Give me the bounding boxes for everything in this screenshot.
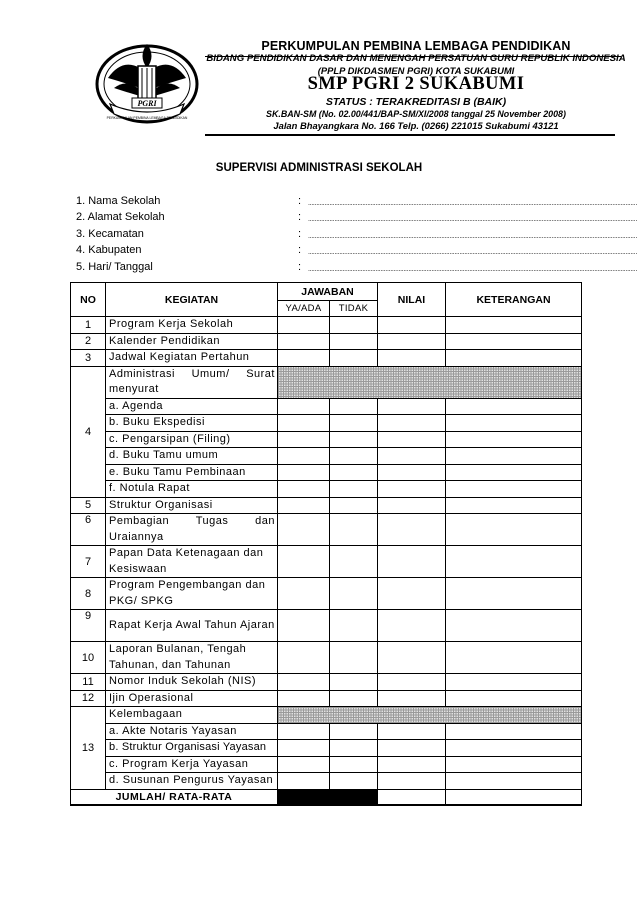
remarks-cell[interactable] bbox=[446, 333, 582, 350]
answer-no-cell[interactable] bbox=[330, 448, 378, 465]
answer-no-cell[interactable] bbox=[330, 546, 378, 578]
answer-yes-cell[interactable] bbox=[278, 398, 330, 415]
answer-no-cell[interactable] bbox=[330, 514, 378, 546]
field-colon: : bbox=[298, 244, 302, 256]
answer-no-cell[interactable] bbox=[330, 690, 378, 707]
header-kegiatan: KEGIATAN bbox=[106, 283, 278, 317]
score-cell[interactable] bbox=[378, 415, 446, 432]
answer-no-cell[interactable] bbox=[330, 756, 378, 773]
answer-no-cell[interactable] bbox=[330, 740, 378, 757]
table-row bbox=[71, 707, 582, 724]
sub-activity-label: e. Buku Tamu Pembinaan bbox=[106, 464, 278, 481]
field-colon: : bbox=[298, 211, 302, 223]
school-address: Jalan Bhayangkara No. 166 Telp. (0266) 221015 Sukabumi 43121 bbox=[273, 120, 559, 131]
remarks-cell[interactable] bbox=[446, 497, 582, 514]
field-colon: : bbox=[298, 228, 302, 240]
answer-no-cell[interactable] bbox=[330, 497, 378, 514]
field-label-nama-sekolah: 1. Nama Sekolah bbox=[76, 195, 161, 207]
field-fill-nama-sekolah[interactable]: ........................................................................................................................................................................................................ bbox=[308, 200, 637, 207]
score-cell[interactable] bbox=[378, 431, 446, 448]
remarks-cell[interactable] bbox=[446, 674, 582, 691]
answer-yes-cell[interactable] bbox=[278, 773, 330, 790]
table-row bbox=[71, 690, 582, 707]
score-cell[interactable] bbox=[378, 740, 446, 757]
answer-yes-cell[interactable] bbox=[278, 756, 330, 773]
answer-yes-cell[interactable] bbox=[278, 514, 330, 546]
score-cell[interactable] bbox=[378, 642, 446, 674]
sub-activity-label: b. Struktur Organisasi Yayasan bbox=[106, 740, 278, 757]
answer-no-cell[interactable] bbox=[330, 350, 378, 367]
row-number: 10 bbox=[71, 642, 106, 674]
score-cell[interactable] bbox=[378, 578, 446, 610]
activity-label: Program Pengembangan dan PKG/ SPKG bbox=[106, 578, 278, 610]
sub-activity-label: d. Susunan Pengurus Yayasan bbox=[106, 773, 278, 790]
activity-label: Kelembagaan bbox=[106, 707, 278, 724]
header-jawaban: JAWABAN bbox=[278, 283, 378, 301]
activity-label: Papan Data Ketenagaan dan Kesiswaan bbox=[106, 546, 278, 578]
page-title: SUPERVISI ADMINISTRASI SEKOLAH bbox=[215, 162, 423, 174]
row-number: 4 bbox=[71, 366, 106, 497]
remarks-cell[interactable] bbox=[446, 317, 582, 334]
answer-yes-cell[interactable] bbox=[278, 333, 330, 350]
table-row bbox=[71, 578, 582, 610]
table-row bbox=[71, 773, 582, 790]
remarks-cell[interactable] bbox=[446, 690, 582, 707]
remarks-cell[interactable] bbox=[446, 723, 582, 740]
answer-yes-cell[interactable] bbox=[278, 497, 330, 514]
answer-yes-cell[interactable] bbox=[278, 690, 330, 707]
answer-no-cell[interactable] bbox=[330, 481, 378, 498]
answer-no-cell[interactable] bbox=[330, 674, 378, 691]
header-tidak: TIDAK bbox=[330, 301, 378, 317]
row-number: 1 bbox=[71, 317, 106, 334]
answer-no-cell[interactable] bbox=[330, 317, 378, 334]
field-label-alamat-sekolah: 2. Alamat Sekolah bbox=[76, 211, 165, 223]
remarks-cell[interactable] bbox=[446, 610, 582, 642]
score-cell[interactable] bbox=[378, 333, 446, 350]
total-label: JUMLAH/ RATA-RATA bbox=[71, 789, 278, 805]
activity-label: Jadwal Kegiatan Pertahun bbox=[106, 350, 278, 367]
answer-yes-cell[interactable] bbox=[278, 481, 330, 498]
answer-yes-cell[interactable] bbox=[278, 431, 330, 448]
remarks-cell[interactable] bbox=[446, 578, 582, 610]
accreditation-decree: SK.BAN-SM (No. 02.00/441/BAP-SM/XI/2008 tanggal 25 November 2008) bbox=[266, 109, 566, 119]
score-cell[interactable] bbox=[378, 773, 446, 790]
row-number: 2 bbox=[71, 333, 106, 350]
activity-label: Ijin Operasional bbox=[106, 690, 278, 707]
table-row bbox=[71, 756, 582, 773]
row-number: 3 bbox=[71, 350, 106, 367]
answer-no-cell[interactable] bbox=[330, 431, 378, 448]
table-row bbox=[71, 497, 582, 514]
field-label-hari-tanggal: 5. Hari/ Tanggal bbox=[76, 261, 153, 273]
table-row bbox=[71, 740, 582, 757]
row-number: 5 bbox=[71, 497, 106, 514]
row-number: 13 bbox=[71, 707, 106, 790]
pgri-logo bbox=[92, 38, 202, 126]
answer-yes-cell[interactable] bbox=[278, 317, 330, 334]
answer-no-cell[interactable] bbox=[330, 642, 378, 674]
table-row bbox=[71, 481, 582, 498]
score-cell[interactable] bbox=[378, 674, 446, 691]
header-no: NO bbox=[71, 283, 106, 317]
supervision-table bbox=[70, 282, 582, 806]
score-cell[interactable] bbox=[378, 317, 446, 334]
table-row bbox=[71, 333, 582, 350]
row-number: 6 bbox=[71, 514, 106, 546]
remarks-cell[interactable] bbox=[446, 514, 582, 546]
answer-yes-cell[interactable] bbox=[278, 350, 330, 367]
score-cell[interactable] bbox=[378, 610, 446, 642]
field-fill-alamat-sekolah[interactable]: ........................................................................................................................................................................................................ bbox=[308, 216, 637, 223]
unit-name: (PPLP DIKDASMEN PGRI) KOTA SUKABUMI bbox=[317, 65, 515, 76]
field-label-kecamatan: 3. Kecamatan bbox=[76, 228, 144, 240]
table-row bbox=[71, 464, 582, 481]
remarks-cell[interactable] bbox=[446, 481, 582, 498]
score-cell[interactable] bbox=[378, 514, 446, 546]
shaded-cell bbox=[278, 707, 582, 724]
table-row bbox=[71, 415, 582, 432]
division-name: BIDANG PENDIDIKAN DASAR DAN MENENGAH PERSATUAN GURU REPUBLIK INDONESIA bbox=[206, 53, 626, 64]
remarks-cell[interactable] bbox=[446, 642, 582, 674]
sub-activity-label: c. Pengarsipan (Filing) bbox=[106, 431, 278, 448]
field-label-kabupaten: 4. Kabupaten bbox=[76, 244, 142, 256]
answer-no-cell[interactable] bbox=[330, 723, 378, 740]
answer-yes-cell[interactable] bbox=[278, 464, 330, 481]
svg-text:PERKUMPULAN PEMBINA LEMBAGA PE: PERKUMPULAN PEMBINA LEMBAGA PENDIDIKAN bbox=[106, 116, 188, 120]
score-cell[interactable] bbox=[378, 756, 446, 773]
table-row bbox=[71, 317, 582, 334]
answer-yes-cell[interactable] bbox=[278, 415, 330, 432]
remarks-cell[interactable] bbox=[446, 431, 582, 448]
answer-no-cell[interactable] bbox=[330, 578, 378, 610]
score-cell[interactable] bbox=[378, 464, 446, 481]
row-number: 11 bbox=[71, 674, 106, 691]
remarks-cell[interactable] bbox=[446, 546, 582, 578]
table-row bbox=[71, 642, 582, 674]
sub-activity-label: c. Program Kerja Yayasan bbox=[106, 756, 278, 773]
table-row bbox=[71, 546, 582, 578]
total-remarks-cell[interactable] bbox=[446, 789, 582, 805]
score-cell[interactable] bbox=[378, 481, 446, 498]
answer-yes-cell[interactable] bbox=[278, 546, 330, 578]
answer-no-cell[interactable] bbox=[330, 398, 378, 415]
activity-label: Struktur Organisasi bbox=[106, 497, 278, 514]
school-name: SMP PGRI 2 SUKABUMI bbox=[307, 74, 525, 94]
remarks-cell[interactable] bbox=[446, 756, 582, 773]
answer-yes-cell[interactable] bbox=[278, 674, 330, 691]
activity-label: Nomor Induk Sekolah (NIS) bbox=[106, 674, 278, 691]
row-number: 9 bbox=[71, 610, 106, 642]
total-blacked-cell bbox=[278, 789, 378, 805]
answer-yes-cell[interactable] bbox=[278, 642, 330, 674]
table-row bbox=[71, 610, 582, 642]
score-cell[interactable] bbox=[378, 723, 446, 740]
remarks-cell[interactable] bbox=[446, 398, 582, 415]
score-cell[interactable] bbox=[378, 448, 446, 465]
shaded-cell bbox=[278, 366, 582, 398]
answer-yes-cell[interactable] bbox=[278, 740, 330, 757]
table-row bbox=[71, 448, 582, 465]
activity-label: Pembagian Tugas dan Uraiannya bbox=[106, 514, 278, 546]
answer-no-cell[interactable] bbox=[330, 464, 378, 481]
table-row bbox=[71, 350, 582, 367]
score-cell[interactable] bbox=[378, 497, 446, 514]
activity-label: Laporan Bulanan, Tengah Tahunan, dan Tahunan bbox=[106, 642, 278, 674]
org-name: PERKUMPULAN PEMBINA LEMBAGA PENDIDIKAN bbox=[261, 39, 571, 53]
score-cell[interactable] bbox=[378, 350, 446, 367]
remarks-cell[interactable] bbox=[446, 350, 582, 367]
header-ya-ada: YA/ADA bbox=[278, 301, 330, 317]
activity-label: Administrasi Umum/ Surat menyurat bbox=[106, 366, 278, 398]
row-number: 8 bbox=[71, 578, 106, 610]
sub-activity-label: f. Notula Rapat bbox=[106, 481, 278, 498]
table-row bbox=[71, 514, 582, 546]
answer-yes-cell[interactable] bbox=[278, 723, 330, 740]
header-nilai: NILAI bbox=[378, 283, 446, 317]
score-cell[interactable] bbox=[378, 546, 446, 578]
remarks-cell[interactable] bbox=[446, 740, 582, 757]
field-fill-kabupaten[interactable]: ........................................................................................................................................................................................................ bbox=[308, 249, 637, 256]
remarks-cell[interactable] bbox=[446, 448, 582, 465]
field-fill-hari-tanggal[interactable]: ........................................................................................................................................................................................................ bbox=[308, 266, 637, 273]
answer-no-cell[interactable] bbox=[330, 773, 378, 790]
activity-label: Kalender Pendidikan bbox=[106, 333, 278, 350]
sub-activity-label: d. Buku Tamu umum bbox=[106, 448, 278, 465]
svg-text:PGRI: PGRI bbox=[137, 99, 157, 108]
answer-yes-cell[interactable] bbox=[278, 448, 330, 465]
score-cell[interactable] bbox=[378, 690, 446, 707]
answer-no-cell[interactable] bbox=[330, 415, 378, 432]
field-colon: : bbox=[298, 195, 302, 207]
answer-no-cell[interactable] bbox=[330, 333, 378, 350]
activity-label: Rapat Kerja Awal Tahun Ajaran bbox=[106, 610, 278, 642]
sub-activity-label: a. Akte Notaris Yayasan bbox=[106, 723, 278, 740]
answer-yes-cell[interactable] bbox=[278, 610, 330, 642]
field-colon: : bbox=[298, 261, 302, 273]
activity-label: Program Kerja Sekolah bbox=[106, 317, 278, 334]
row-number: 7 bbox=[71, 546, 106, 578]
total-score-cell[interactable] bbox=[378, 789, 446, 805]
accreditation-status: STATUS : TERAKREDITASI B (BAIK) bbox=[325, 96, 507, 108]
table-row bbox=[71, 366, 582, 398]
answer-no-cell[interactable] bbox=[330, 610, 378, 642]
sub-activity-label: a. Agenda bbox=[106, 398, 278, 415]
table-row bbox=[71, 431, 582, 448]
answer-yes-cell[interactable] bbox=[278, 578, 330, 610]
remarks-cell[interactable] bbox=[446, 415, 582, 432]
remarks-cell[interactable] bbox=[446, 464, 582, 481]
score-cell[interactable] bbox=[378, 398, 446, 415]
header-keterangan: KETERANGAN bbox=[446, 283, 582, 317]
sub-activity-label: b. Buku Ekspedisi bbox=[106, 415, 278, 432]
header-rule-bottom bbox=[205, 134, 615, 136]
table-row bbox=[71, 674, 582, 691]
field-fill-kecamatan[interactable]: ........................................................................................................................................................................................................ bbox=[308, 233, 637, 240]
table-row bbox=[71, 723, 582, 740]
total-row bbox=[71, 789, 582, 805]
row-number: 12 bbox=[71, 690, 106, 707]
table-row bbox=[71, 398, 582, 415]
remarks-cell[interactable] bbox=[446, 773, 582, 790]
